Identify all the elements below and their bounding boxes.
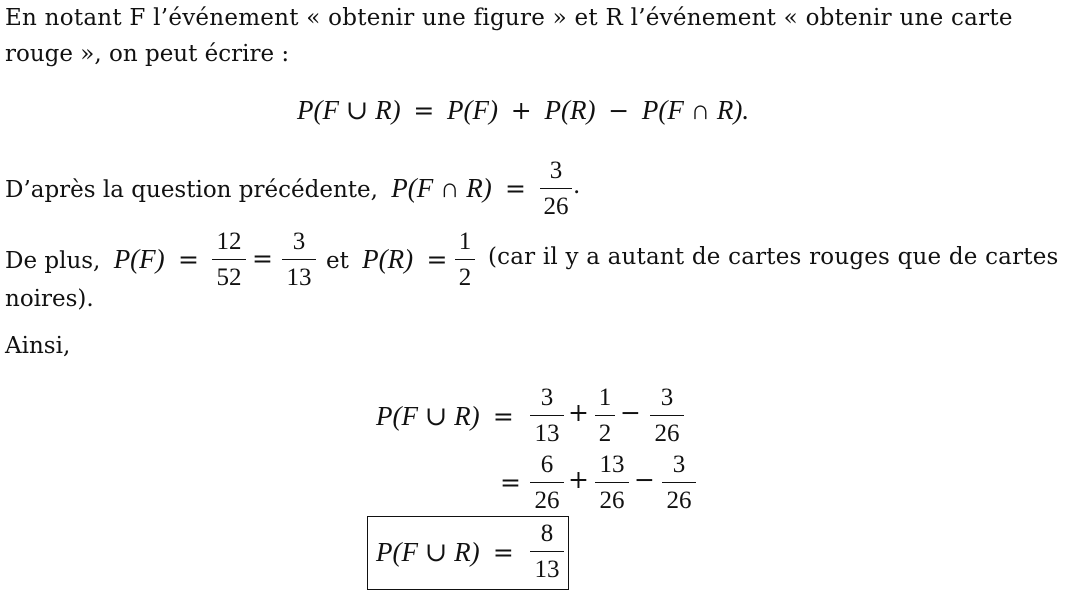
- fraction-numerator: 8: [540, 520, 554, 547]
- fraction-denominator: 26: [543, 193, 569, 220]
- main-formula: [297, 95, 749, 126]
- row2-fraction-c: [662, 452, 696, 513]
- fraction-denominator: 13: [534, 556, 560, 583]
- deplus-middle: [326, 244, 453, 275]
- fraction-bar: [455, 259, 475, 260]
- row2-fraction-a: [530, 452, 564, 513]
- fraction-denominator: 2: [458, 264, 472, 291]
- fraction-bar: [212, 259, 246, 260]
- fraction-numerator: 1: [598, 384, 612, 411]
- deplus-fraction-2: [282, 229, 316, 290]
- sentence-daprès: [5, 173, 532, 204]
- row1-lhs: P(F ∪ R): [376, 401, 480, 431]
- fraction-bar: [530, 551, 564, 552]
- intro-line-2: rouge », on peut écrire :: [5, 41, 290, 67]
- row1-fraction-b: [595, 385, 615, 446]
- fraction-numerator: 13: [599, 451, 625, 478]
- result-lhs-group: [376, 537, 520, 568]
- row1-equals: =: [492, 402, 514, 431]
- fraction-bar: [530, 415, 564, 416]
- daprès-text: D’après la question précédente,: [5, 177, 378, 203]
- daprès-period: .: [573, 173, 581, 199]
- deplus-paren-text: (car il y a autant de cartes rouges que de cartes: [488, 244, 1059, 270]
- row2-plus: +: [568, 465, 589, 494]
- fraction-denominator: 26: [666, 487, 692, 514]
- fraction-bar: [540, 188, 572, 189]
- result-lhs: P(F ∪ R): [376, 537, 480, 567]
- fraction-numerator: 3: [660, 384, 674, 411]
- row1-plus: +: [568, 398, 589, 427]
- main-formula-minus: −: [608, 96, 630, 125]
- derivation-row-1-lhs: [376, 401, 520, 432]
- main-formula-term-pr: P(R): [544, 95, 596, 125]
- ainsi-text: Ainsi,: [5, 333, 71, 359]
- row1-minus: −: [620, 398, 641, 427]
- deplus-equals-2: =: [252, 244, 273, 273]
- deplus-pr: P(R): [362, 244, 414, 274]
- row1-fraction-a: [530, 385, 564, 446]
- row2-minus: −: [634, 465, 655, 494]
- fraction-denominator: 13: [534, 420, 560, 447]
- fraction-bar: [595, 415, 615, 416]
- fraction-numerator: 12: [216, 228, 242, 255]
- fraction-numerator: 3: [292, 228, 306, 255]
- fraction-numerator: 1: [458, 228, 472, 255]
- fraction-bar: [662, 482, 696, 483]
- fraction-denominator: 26: [534, 487, 560, 514]
- deplus-et: et: [326, 248, 349, 274]
- fraction-numerator: 3: [549, 157, 563, 184]
- fraction-numerator: 6: [540, 451, 554, 478]
- deplus-line-2: noires).: [5, 286, 94, 312]
- fraction-denominator: 13: [286, 264, 312, 291]
- main-formula-equals: =: [413, 96, 435, 125]
- fraction-bar: [650, 415, 684, 416]
- daprès-expr: P(F ∩ R): [391, 173, 492, 203]
- fraction-denominator: 26: [654, 420, 680, 447]
- row2-equals: =: [500, 468, 521, 497]
- deplus-equals-3: =: [426, 245, 448, 274]
- result-equals: =: [492, 538, 514, 567]
- fraction-bar: [282, 259, 316, 260]
- daprès-equals: =: [505, 174, 526, 203]
- fraction-denominator: 26: [599, 487, 625, 514]
- row2-fraction-b: [595, 452, 629, 513]
- row1-fraction-c: [650, 385, 684, 446]
- intro-line-1: En notant F l’événement « obtenir une figure » et R l’événement « obtenir une carte: [5, 5, 1013, 31]
- fraction-denominator: 2: [598, 420, 612, 447]
- fraction-bar: [530, 482, 564, 483]
- deplus-fraction-3: [455, 229, 475, 290]
- fraction-numerator: 3: [540, 384, 554, 411]
- main-formula-lhs: P(F ∪ R): [297, 95, 401, 125]
- deplus-pf: P(F): [113, 244, 165, 274]
- main-formula-term-pfr: P(F ∩ R).: [641, 95, 750, 125]
- deplus-fraction-1: [212, 229, 246, 290]
- fraction-denominator: 52: [216, 264, 242, 291]
- deplus-start: [5, 244, 205, 275]
- result-fraction: [530, 521, 564, 582]
- deplus-text: De plus,: [5, 248, 101, 274]
- main-formula-term-pf: P(F): [447, 95, 499, 125]
- fraction-bar: [595, 482, 629, 483]
- deplus-equals-1: =: [177, 245, 199, 274]
- daprès-fraction: [540, 158, 572, 219]
- fraction-numerator: 3: [672, 451, 686, 478]
- main-formula-plus: +: [510, 96, 532, 125]
